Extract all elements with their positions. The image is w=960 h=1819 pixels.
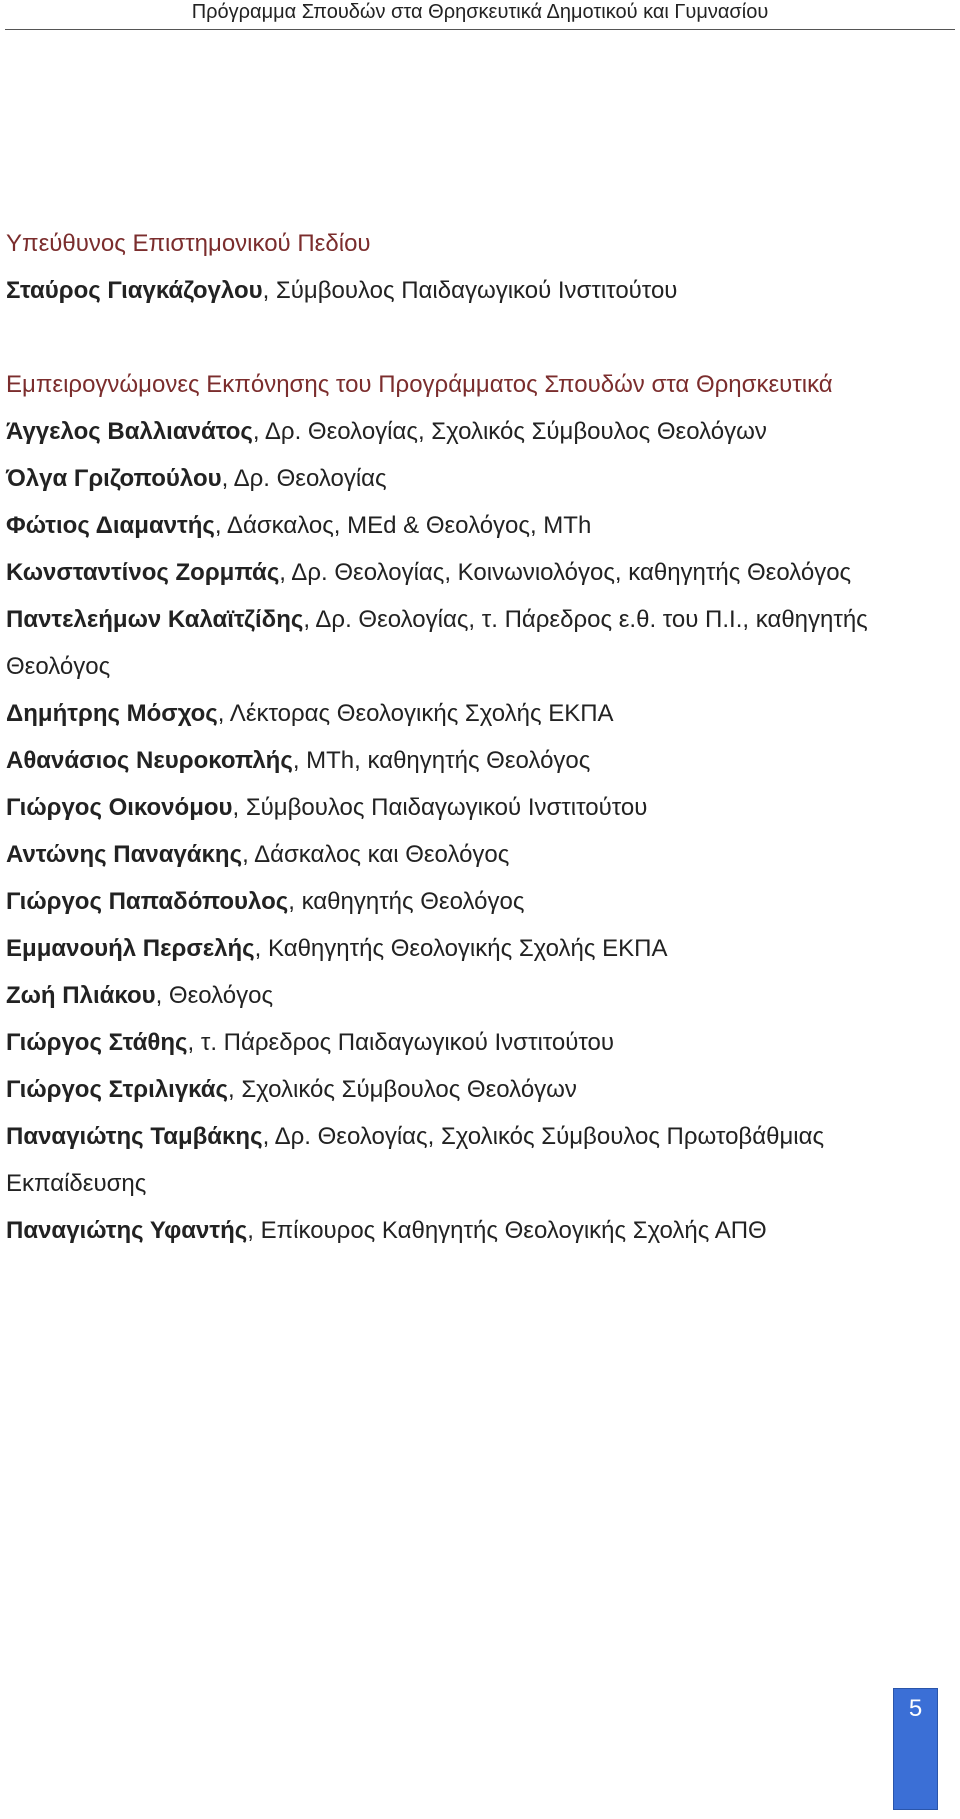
person-entry xyxy=(6,737,946,784)
person-name: Παναγιώτης Ταμβάκης xyxy=(6,1123,263,1150)
header-rule xyxy=(5,29,955,30)
person-name: Όλγα Γριζοπούλου xyxy=(6,465,222,492)
person-details: , Σύμβουλος Παιδαγωγικού Ινστιτούτου xyxy=(232,794,648,821)
person-entry xyxy=(6,925,946,972)
person-entry xyxy=(6,408,946,455)
section-gap xyxy=(6,314,946,361)
person-name: Γιώργος Στάθης xyxy=(6,1029,188,1056)
person-name: Αντώνης Παναγάκης xyxy=(6,841,243,868)
person-entry xyxy=(6,831,946,878)
person-name: Γιώργος Παπαδόπουλος xyxy=(6,888,289,915)
person-entry xyxy=(6,267,946,314)
person-details: , Λέκτορας Θεολογικής Σχολής ΕΚΠΑ xyxy=(217,700,614,727)
document-body xyxy=(6,220,946,1254)
person-details: , Δρ. Θεολογίας, τ. Πάρεδρος ε.θ. του Π.Ι., καθηγητής Θεολόγος xyxy=(6,606,868,680)
person-details: , Σύμβουλος Παιδαγωγικού Ινστιτούτου xyxy=(262,277,678,304)
person-details: , Σχολικός Σύμβουλος Θεολόγων xyxy=(228,1076,577,1103)
person-name: Ζωή Πλιάκου xyxy=(6,982,156,1009)
experts-list xyxy=(6,408,946,1254)
person-name: Γιώργος Οικονόμου xyxy=(6,794,233,821)
person-entry xyxy=(6,1019,946,1066)
person-name: Σταύρος Γιαγκάζογλου xyxy=(6,277,263,304)
person-name: Κωνσταντίνος Ζορμπάς xyxy=(6,559,280,586)
person-entry xyxy=(6,455,946,502)
person-entry xyxy=(6,549,946,596)
person-details: , Δάσκαλος, MEd & Θεολόγος, MTh xyxy=(214,512,592,539)
person-name: Άγγελος Βαλλιανάτος xyxy=(6,418,253,445)
person-entry xyxy=(6,972,946,1019)
person-details: , Δάσκαλος και Θεολόγος xyxy=(242,841,510,868)
person-details: , τ. Πάρεδρος Παιδαγωγικού Ινστιτούτου xyxy=(187,1029,615,1056)
person-details: , καθηγητής Θεολόγος xyxy=(288,888,525,915)
person-name: Φώτιος Διαμαντής xyxy=(6,512,215,539)
person-details: , Δρ. Θεολογίας, Σχολικός Σύμβουλος Θεολόγων xyxy=(252,418,767,445)
page-number: 5 xyxy=(893,1688,938,1810)
person-name: Αθανάσιος Νευροκοπλής xyxy=(6,747,293,774)
experts-heading: Εμπειρογνώμονες Εκπόνησης του Προγράμματος Σπουδών στα Θρησκευτικά xyxy=(6,371,833,398)
person-details: , Δρ. Θεολογίας, Κοινωνιολόγος, καθηγητής Θεολόγος xyxy=(279,559,852,586)
scientific-field-list xyxy=(6,267,946,314)
person-entry xyxy=(6,502,946,549)
person-entry xyxy=(6,1066,946,1113)
person-entry xyxy=(6,1207,946,1254)
person-name: Παντελεήμων Καλαϊτζίδης xyxy=(6,606,304,633)
person-name: Εμμανουήλ Περσελής xyxy=(6,935,255,962)
person-name: Παναγιώτης Υφαντής xyxy=(6,1217,248,1244)
person-details: , MTh, καθηγητής Θεολόγος xyxy=(292,747,591,774)
person-name: Γιώργος Στριλιγκάς xyxy=(6,1076,228,1103)
person-details: , Θεολόγος xyxy=(155,982,274,1009)
person-entry xyxy=(6,596,946,690)
running-header: Πρόγραμμα Σπουδών στα Θρησκευτικά Δημοτικού και Γυμνασίου xyxy=(191,1,769,23)
person-details: , Επίκουρος Καθηγητής Θεολογικής Σχολής ΑΠΘ xyxy=(247,1217,767,1244)
person-details: , Δρ. Θεολογίας xyxy=(221,465,387,492)
person-entry xyxy=(6,690,946,737)
person-entry xyxy=(6,784,946,831)
person-details: , Δρ. Θεολογίας, Σχολικός Σύμβουλος Πρωτοβάθμιας Εκπαίδευσης xyxy=(6,1123,825,1197)
scientific-field-heading: Υπεύθυνος Επιστημονικού Πεδίου xyxy=(6,230,371,257)
person-entry xyxy=(6,1113,946,1207)
person-details: , Καθηγητής Θεολογικής Σχολής ΕΚΠΑ xyxy=(254,935,668,962)
person-name: Δημήτρης Μόσχος xyxy=(6,700,218,727)
person-entry xyxy=(6,878,946,925)
